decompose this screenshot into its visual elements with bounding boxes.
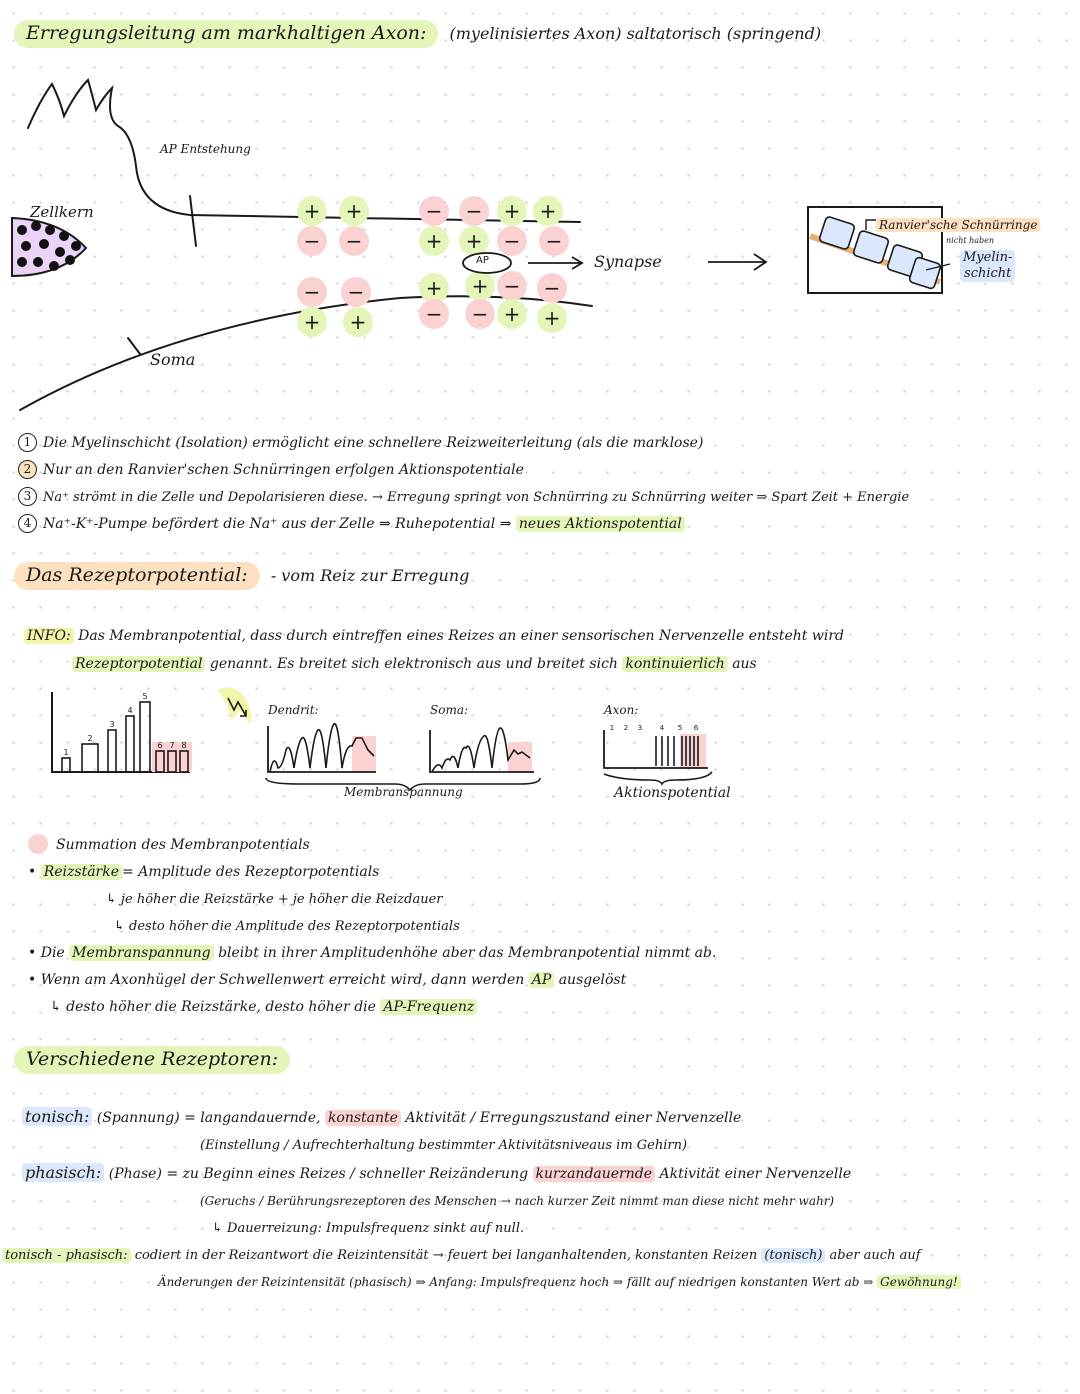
bullet-strength: • Reizstärke = Amplitude des Rezeptorpotentials <box>28 864 380 880</box>
section2-header <box>14 564 469 586</box>
point-1 <box>18 430 909 457</box>
svg-text:−: − <box>503 229 521 253</box>
ap-chart-label: Aktionspotential <box>614 785 731 801</box>
stimulus-bar-label: 6 <box>157 741 163 750</box>
stimulus-bar <box>108 730 116 772</box>
zoom-arrow <box>708 254 766 270</box>
svg-text:+: + <box>471 274 489 298</box>
bullet-strength-hl: Reizstärke <box>41 864 122 880</box>
stimulus-bar <box>82 744 98 772</box>
svg-text:−: − <box>503 274 521 298</box>
label-myelin-line1: Myelin- <box>963 250 1013 265</box>
svg-text:−: − <box>465 199 483 223</box>
tonisch-pre: (Spannung) = langandauernde, <box>96 1110 321 1126</box>
stimulus-bar <box>62 758 70 772</box>
info-label: INFO: <box>24 628 74 644</box>
membrane-label: Membranspannung <box>344 785 463 799</box>
point-4-number: 4 <box>18 514 37 533</box>
info-highlight-receptor: Rezeptorpotential <box>72 656 205 672</box>
svg-text:−: − <box>543 276 561 300</box>
stimulus-bar-label: 4 <box>127 706 133 715</box>
tp-line1-hl: (tonisch) <box>761 1248 825 1263</box>
tp-line2: Änderungen der Reizintensität (phasisch) ⇒ Anfang: Impulsfrequenz hoch ⇒ fällt auf niedrigen konstanten Wert ab ⇒ <box>158 1275 874 1289</box>
legend-text: Summation des Membranpotentials <box>56 837 310 853</box>
point-2 <box>18 457 909 484</box>
section1-subtitle: (myelinisiertes Axon) saltatorisch (springend) <box>449 24 822 43</box>
svg-text:−: − <box>545 229 563 253</box>
svg-text:−: − <box>471 302 489 326</box>
axon-tick-label: 2 <box>623 724 629 732</box>
axon-tick-label: 5 <box>677 724 683 732</box>
axon-label: Axon: <box>604 703 639 717</box>
axon-chart <box>604 724 712 784</box>
svg-text:−: − <box>347 280 365 304</box>
section2-subtitle: - vom Reiz zur Erregung <box>270 566 470 585</box>
section2-title: Das Rezeptorpotential: <box>14 562 260 590</box>
tonisch-sub: (Einstellung / Aufrechterhaltung bestimmter Aktivitätsniveaus im Gehirn) <box>200 1138 688 1153</box>
label-myelin <box>960 250 1015 282</box>
bullet-strength-text: = Amplitude des Rezeptorpotentials <box>122 864 380 880</box>
phasisch-end: Aktivität einer Nervenzelle <box>659 1166 852 1182</box>
phasisch-hl: kurzandauernde <box>533 1166 656 1182</box>
dendrite-chart <box>268 724 376 772</box>
info-highlight-continuous: kontinuierlich <box>622 656 727 672</box>
bullet-threshold-hl: AP <box>529 972 555 988</box>
phasisch-pre: (Phase) = zu Beginn eines Reizes / schneller Reizänderung <box>108 1166 529 1182</box>
point-3-number: 3 <box>18 487 37 506</box>
point-4-highlight: neues Aktionspotential <box>516 516 685 532</box>
bullet-threshold-text: Wenn am Axonhügel der Schwellenwert erreicht wird, dann werden <box>40 972 525 988</box>
bullet-membrane-hl: Membranspannung <box>69 945 213 961</box>
point-1-number: 1 <box>18 433 37 452</box>
points-list <box>18 430 909 538</box>
svg-text:−: − <box>303 229 321 253</box>
tonisch-line <box>22 1103 961 1132</box>
tp-line1-pre: codiert in der Reizantwort die Reizintensität → feuert bei langanhaltenden, konstanten Reizen <box>134 1248 758 1263</box>
section3-title: Verschiedene Rezeptoren: <box>14 1046 290 1074</box>
bullet-threshold-end: ausgelöst <box>558 972 627 988</box>
stimulus-chart <box>52 692 192 772</box>
phasisch-sub2: ↳ Dauerreizung: Impulsfrequenz sinkt auf null. <box>212 1221 525 1236</box>
phasisch-sub: (Geruchs / Berührungsrezeptoren des Menschen → nach kurzer Zeit nimmt man diese nicht mehr wahr) <box>200 1194 835 1208</box>
axon-tick-label: 4 <box>659 724 665 732</box>
section3-header <box>14 1048 290 1070</box>
dendrite-label: Dendrit: <box>268 703 319 717</box>
svg-text:+: + <box>425 276 443 300</box>
section1-header <box>14 22 821 44</box>
bullet-threshold-sub-text: ↳ desto höher die Reizstärke, desto höher die <box>50 999 376 1015</box>
label-nucleus: Zellkern <box>30 203 94 221</box>
stimulus-bar-label: 8 <box>181 741 187 750</box>
svg-text:+: + <box>345 199 363 223</box>
tp-label: tonisch - phasisch: <box>2 1248 131 1263</box>
svg-text:+: + <box>503 302 521 326</box>
axon-tick-label: 6 <box>693 724 699 732</box>
tonisch-phasisch-line1 <box>5 1242 961 1269</box>
bullet-membrane: • Die Membranspannung bleibt in ihrer Amplitudenhöhe aber das Membranpotential nimmt ab. <box>28 945 717 961</box>
tp-line1-end: aber auch auf <box>829 1248 921 1263</box>
info-text-2: genannt. Es breitet sich elektronisch aus und breitet sich <box>209 656 618 672</box>
bullet-membrane-text: bleibt in ihrer Amplitudenhöhe aber das Membranpotential nimmt ab. <box>218 945 717 961</box>
stimulus-bar <box>126 716 134 772</box>
svg-text:−: − <box>425 199 443 223</box>
svg-text:+: + <box>303 199 321 223</box>
point-2-number: 2 <box>18 460 37 479</box>
point-4-text: Na⁺-K⁺-Pumpe befördert die Na⁺ aus der Zelle ⇒ Ruhepotential ⇒ <box>43 516 512 532</box>
svg-text:−: − <box>345 229 363 253</box>
point-1-text: Die Myelinschicht (Isolation) ermöglicht eine schnellere Reizweiterleitung (als die marklose) <box>43 435 704 451</box>
tonisch-end: Aktivität / Erregungszustand einer Nervenzelle <box>405 1110 742 1126</box>
info-block <box>24 622 844 678</box>
svg-text:+: + <box>303 310 321 334</box>
svg-text:+: + <box>543 306 561 330</box>
stimulus-bar-label: 1 <box>63 748 69 757</box>
label-synapse: Synapse <box>594 252 662 271</box>
tonisch-hl: konstante <box>325 1110 401 1126</box>
point-2-text: Nur an den Ranvier'schen Schnürringen erfolgen Aktionspotentiale <box>43 462 524 478</box>
section1-title: Erregungsleitung am markhaltigen Axon: <box>14 20 438 48</box>
label-no-myelin: nicht haben <box>946 236 995 245</box>
soma-tick <box>128 338 140 354</box>
stimulus-bar <box>140 702 150 772</box>
label-myelin-line2: schicht <box>964 266 1012 281</box>
info-text-3: aus <box>732 656 757 672</box>
tonisch-phasisch-line2 <box>22 1269 961 1296</box>
info-line-1 <box>24 622 844 650</box>
phasisch-line <box>22 1159 961 1188</box>
synapse-arrow <box>528 257 582 269</box>
point-4 <box>18 511 909 538</box>
label-ranvier: Ranvier'sche Schnürringe <box>876 218 1040 232</box>
label-soma: Soma <box>150 350 196 369</box>
legend-swatch <box>28 834 48 854</box>
stimulus-bar-label: 3 <box>109 720 115 729</box>
bullet-strength-sub1: ↳ je höher die Reizstärke + je höher die Reizdauer <box>106 892 443 907</box>
point-3 <box>18 484 909 511</box>
axon-tick-label: 3 <box>637 724 643 732</box>
svg-text:+: + <box>349 310 367 334</box>
svg-text:−: − <box>425 302 443 326</box>
point-3-text: Na⁺ strömt in die Zelle und Depolarisieren diese. → Erregung springt von Schnürring zu Schnürring weiter ⇒ Spart Zeit + Energie <box>43 490 910 505</box>
svg-text:+: + <box>465 229 483 253</box>
phasisch-label: phasisch: <box>22 1163 104 1182</box>
info-line-2 <box>24 650 844 678</box>
bullet-threshold: • Wenn am Axonhügel der Schwellenwert erreicht wird, dann werden AP ausgelöst <box>28 972 627 988</box>
label-ap: AP <box>476 255 489 266</box>
tonisch-label: tonisch: <box>22 1107 92 1126</box>
bullet-threshold-sub <box>28 994 716 1021</box>
bullet-membrane-pre: Die <box>40 945 65 961</box>
lightning-bg <box>218 688 251 724</box>
svg-text:−: − <box>303 280 321 304</box>
stimulus-bar-label: 2 <box>87 734 93 743</box>
label-ap-origin: AP Entstehung <box>160 142 251 156</box>
summation-block <box>28 832 716 1021</box>
svg-text:+: + <box>503 199 521 223</box>
svg-text:+: + <box>425 229 443 253</box>
tp-line2-hl: Gewöhnung! <box>877 1275 961 1289</box>
info-text-1: Das Membranpotential, dass durch eintreffen eines Reizes an einer sensorischen Nervenzelle entsteht wird <box>78 628 844 644</box>
soma-chart <box>430 728 534 772</box>
bullet-strength-sub2: ↳ desto höher die Amplitude des Rezeptorpotentials <box>114 919 460 934</box>
bullet-threshold-sub-hl: AP-Frequenz <box>380 999 477 1015</box>
receptor-types <box>5 1103 961 1296</box>
ap-brace <box>604 772 712 784</box>
stimulus-bar-label: 7 <box>169 741 175 750</box>
svg-text:+: + <box>539 199 557 223</box>
legend-line <box>28 832 716 859</box>
axon-tick-label: 1 <box>609 724 615 732</box>
stimulus-bar-label: 5 <box>142 692 148 701</box>
soma-chart-label: Soma: <box>430 703 469 717</box>
origin-tick <box>190 196 196 246</box>
